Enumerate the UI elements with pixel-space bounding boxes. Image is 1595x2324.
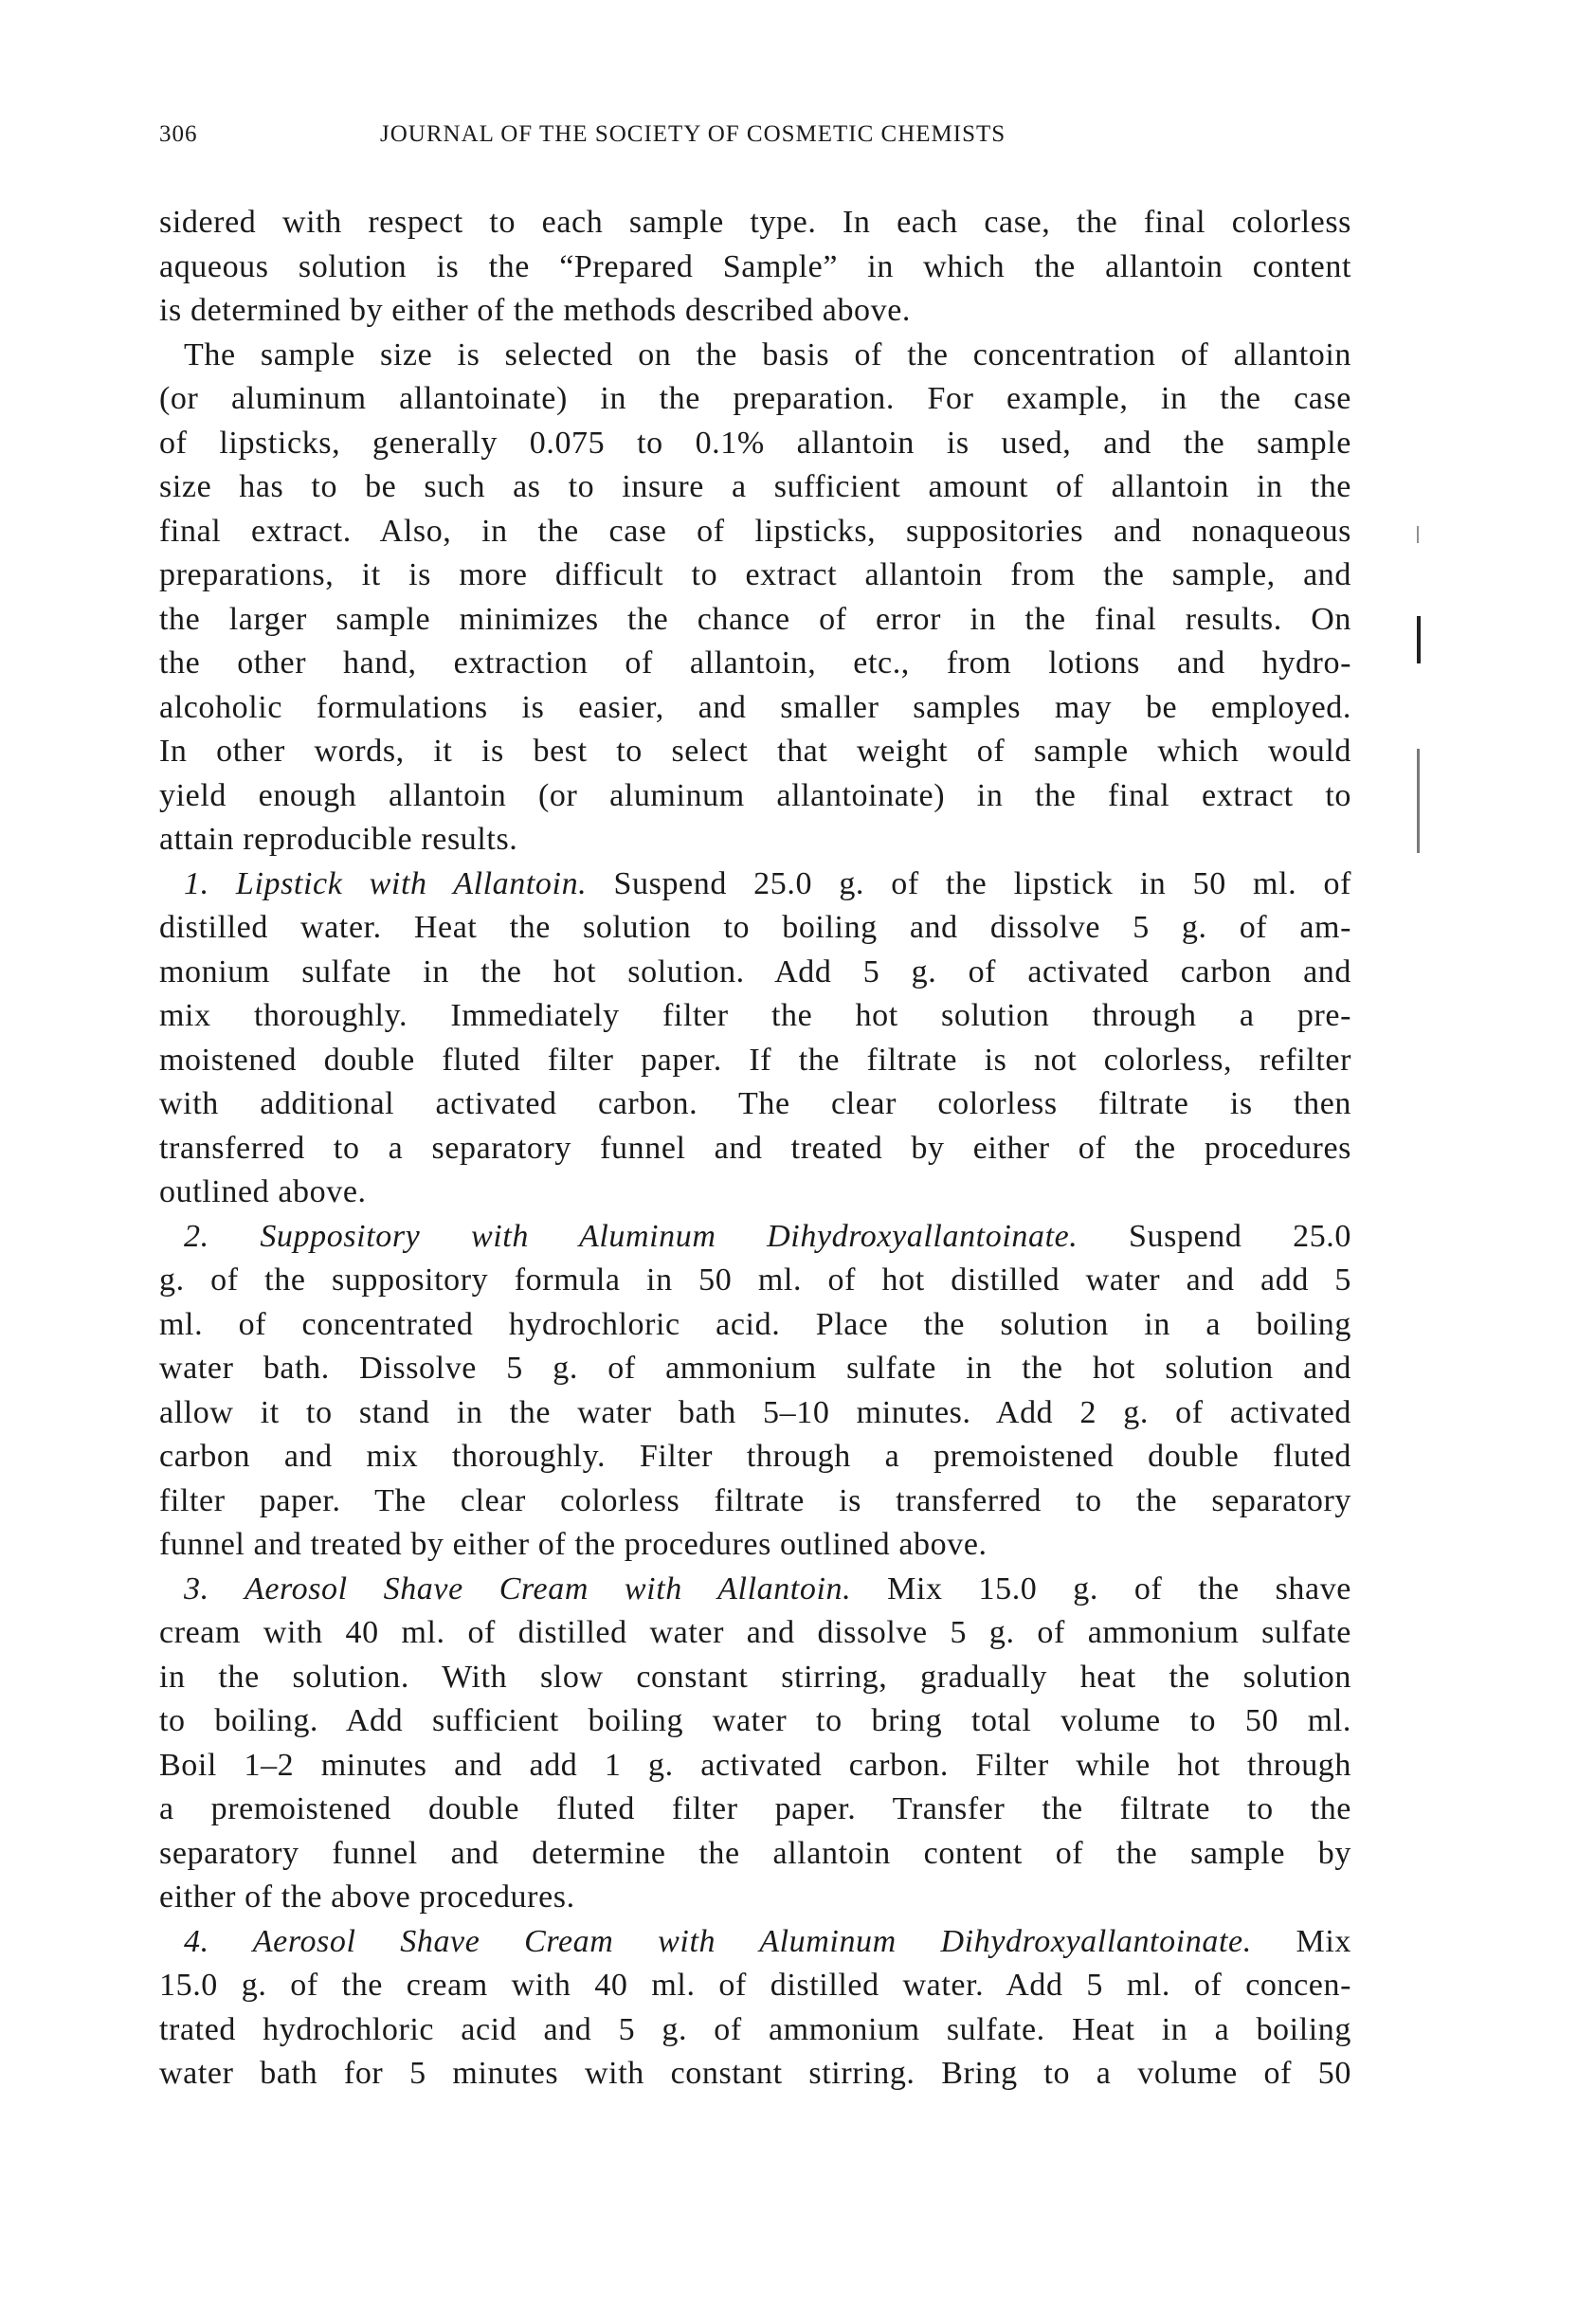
line-text: aqueous solution is the “Prepared Sample” in which the allantoin content <box>159 248 1351 284</box>
line-text: outlined above. <box>159 1174 367 1209</box>
line-text: the other hand, extraction of allantoin, etc., from lotions and hydro- <box>159 645 1351 681</box>
line-text: yield enough allantoin (or aluminum allantoinate) in the final extract to <box>159 777 1351 813</box>
text-line <box>159 686 1351 731</box>
margin-mark <box>1417 526 1419 543</box>
text-line <box>159 1920 1351 1965</box>
line-text: Suspend 25.0 <box>1078 1218 1351 1254</box>
text-line <box>159 1215 1351 1260</box>
text-line <box>159 598 1351 643</box>
text-line <box>159 1523 1351 1568</box>
line-text: alcoholic formulations is easier, and smaller samples may be employed. <box>159 689 1351 725</box>
text-line <box>159 906 1351 951</box>
line-text: separatory funnel and determine the allantoin content of the sample by <box>159 1835 1351 1871</box>
line-text: water bath for 5 minutes with constant stirring. Bring to a volume of 50 <box>159 2056 1351 2091</box>
text-line <box>159 1391 1351 1436</box>
text-line <box>159 1656 1351 1700</box>
line-text: 15.0 g. of the cream with 40 ml. of distilled water. Add 5 ml. of concen- <box>159 1968 1351 2003</box>
line-text: in the solution. With slow constant stirring, gradually heat the solution <box>159 1659 1351 1695</box>
section-heading: 4. Aerosol Shave Cream with Aluminum Dihydroxyallantoinate. <box>184 1923 1252 1959</box>
line-text: Suspend 25.0 g. of the lipstick in 50 ml. of <box>587 865 1351 901</box>
text-line <box>159 201 1351 245</box>
margin-mark <box>1417 749 1420 853</box>
margin-mark <box>1417 616 1421 663</box>
line-text: ml. of concentrated hydrochloric acid. Place the solution in a boiling <box>159 1306 1351 1342</box>
text-line <box>159 862 1351 907</box>
line-text: with additional activated carbon. The clear colorless filtrate is then <box>159 1086 1351 1121</box>
line-text: to boiling. Add sufficient boiling water to bring total volume to 50 ml. <box>159 1703 1351 1738</box>
line-text: cream with 40 ml. of distilled water and dissolve 5 g. of ammonium sulfate <box>159 1615 1351 1650</box>
line-text: Mix 15.0 g. of the shave <box>851 1571 1351 1607</box>
text-line <box>159 1964 1351 2008</box>
text-line <box>159 245 1351 290</box>
text-line <box>159 1303 1351 1348</box>
text-line <box>159 377 1351 422</box>
body-text <box>159 201 1351 2097</box>
section-heading: 3. Aerosol Shave Cream with Allantoin. <box>184 1571 852 1607</box>
text-line <box>159 994 1351 1039</box>
text-line <box>159 465 1351 510</box>
text-line <box>159 1611 1351 1656</box>
text-line <box>159 1568 1351 1612</box>
text-line <box>159 1788 1351 1832</box>
text-line <box>159 2052 1351 2097</box>
text-line <box>159 1127 1351 1171</box>
section-heading: 2. Suppository with Aluminum Dihydroxyallantoinate. <box>184 1218 1078 1254</box>
text-line <box>159 774 1351 819</box>
line-text: sidered with respect to each sample type. In each case, the final colorless <box>159 205 1351 240</box>
line-text: carbon and mix thoroughly. Filter through a premoistened double fluted <box>159 1439 1351 1474</box>
line-text: mix thoroughly. Immediately filter the hot solution through a pre- <box>159 998 1351 1033</box>
text-line <box>159 818 1351 862</box>
text-line <box>159 1259 1351 1303</box>
line-text: distilled water. Heat the solution to boiling and dissolve 5 g. of am- <box>159 910 1351 945</box>
text-line <box>159 1744 1351 1788</box>
text-line <box>159 2008 1351 2053</box>
text-line <box>159 554 1351 598</box>
line-text: final extract. Also, in the case of lipsticks, suppositories and nonaqueous <box>159 513 1351 549</box>
line-text: moistened double fluted filter paper. If the filtrate is not colorless, refilter <box>159 1042 1351 1078</box>
line-text: preparations, it is more difficult to extract allantoin from the sample, and <box>159 557 1351 592</box>
journal-title: JOURNAL OF THE SOCIETY OF COSMETIC CHEMISTS <box>380 121 1006 147</box>
section-heading: 1. Lipstick with Allantoin. <box>184 865 588 901</box>
running-header <box>159 121 1351 154</box>
text-line <box>159 510 1351 554</box>
line-text: allow it to stand in the water bath 5–10 minutes. Add 2 g. of activated <box>159 1394 1351 1430</box>
line-text: of lipsticks, generally 0.075 to 0.1% allantoin is used, and the sample <box>159 425 1351 461</box>
text-line <box>159 422 1351 466</box>
text-line <box>159 1171 1351 1215</box>
text-line <box>159 1876 1351 1920</box>
line-text: Boil 1–2 minutes and add 1 g. activated carbon. Filter while hot through <box>159 1747 1351 1783</box>
line-text: transferred to a separatory funnel and treated by either of the procedures <box>159 1130 1351 1166</box>
text-line <box>159 1039 1351 1083</box>
text-line <box>159 642 1351 686</box>
page-number: 306 <box>159 121 198 147</box>
line-text: size has to be such as to insure a sufficient amount of allantoin in the <box>159 469 1351 504</box>
text-line <box>159 951 1351 995</box>
line-text: water bath. Dissolve 5 g. of ammonium sulfate in the hot solution and <box>159 1351 1351 1386</box>
line-text: g. of the suppository formula in 50 ml. of hot distilled water and add 5 <box>159 1262 1351 1298</box>
line-text: either of the above procedures. <box>159 1879 575 1915</box>
text-line <box>159 1699 1351 1744</box>
line-text: attain reproducible results. <box>159 822 518 857</box>
line-text: In other words, it is best to select that weight of sample which would <box>159 734 1351 769</box>
text-line <box>159 334 1351 378</box>
text-line <box>159 1082 1351 1127</box>
text-line <box>159 1480 1351 1524</box>
text-line <box>159 730 1351 774</box>
line-text: Mix <box>1251 1923 1351 1959</box>
line-text: trated hydrochloric acid and 5 g. of ammonium sulfate. Heat in a boiling <box>159 2011 1351 2047</box>
text-line <box>159 1347 1351 1391</box>
line-text: (or aluminum allantoinate) in the preparation. For example, in the case <box>159 381 1351 416</box>
line-text: a premoistened double fluted filter paper. Transfer the filtrate to the <box>159 1791 1351 1826</box>
line-text: is determined by either of the methods described above. <box>159 293 912 328</box>
line-text: The sample size is selected on the basis of the concentration of allantoin <box>184 336 1351 372</box>
text-line <box>159 1832 1351 1877</box>
line-text: funnel and treated by either of the procedures outlined above. <box>159 1527 988 1562</box>
text-line <box>159 1435 1351 1480</box>
line-text: monium sulfate in the hot solution. Add 5 g. of activated carbon and <box>159 953 1351 990</box>
line-text: filter paper. The clear colorless filtrate is transferred to the separatory <box>159 1482 1351 1518</box>
text-line <box>159 289 1351 334</box>
line-text: the larger sample minimizes the chance of error in the final results. On <box>159 601 1351 637</box>
